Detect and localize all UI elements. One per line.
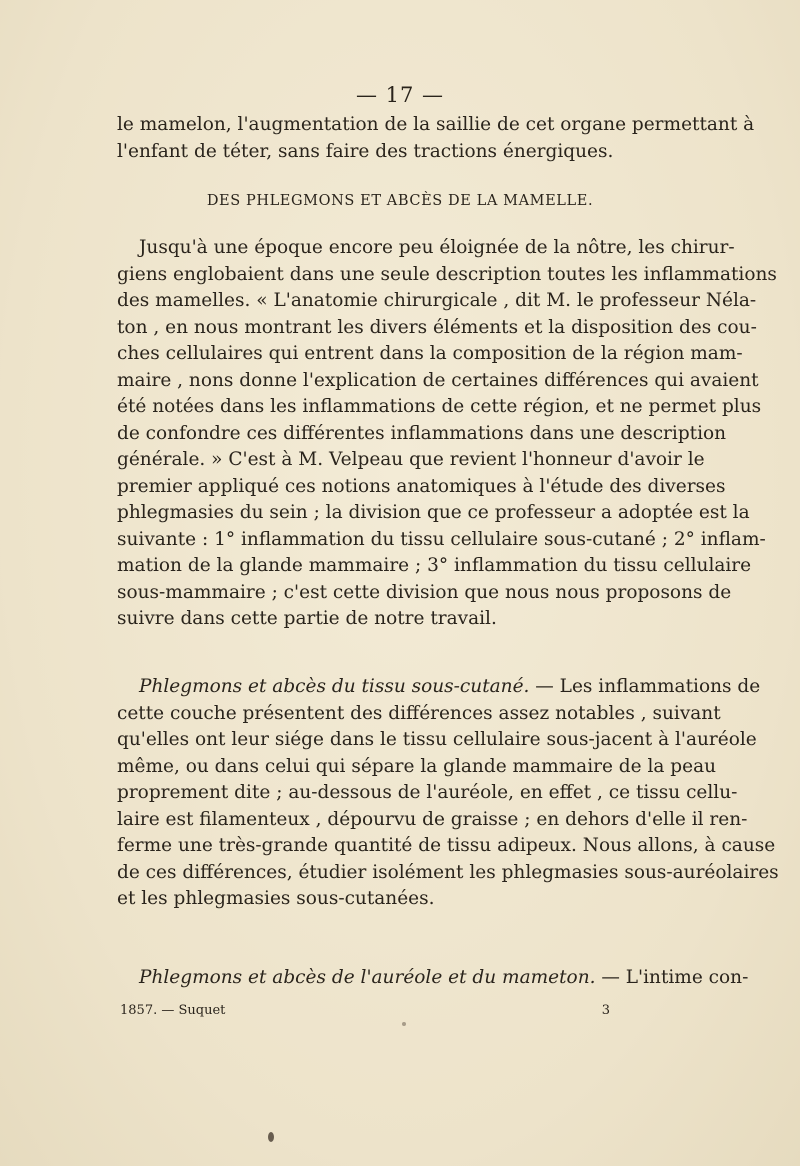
text-line: été notées dans les inflammations de cette région, et ne permet plus (117, 396, 762, 417)
page-number: — 17 — (355, 83, 445, 107)
text-line: et les phlegmasies sous-cutanées. (117, 888, 435, 909)
text-line (117, 965, 749, 992)
text-line: qu'elles ont leur siége dans le tissu cellulaire sous-jacent à l'auréole (117, 729, 757, 750)
paragraph-2-title: Phlegmons et abcès du tissu sous-cutané. (139, 676, 530, 697)
text-line: des mamelles. « L'anatomie chirurgicale , dit M. le professeur Néla- (117, 290, 757, 311)
text-line: suivre dans cette partie de notre travail. (117, 608, 497, 629)
text-line: phlegmasies du sein ; la division que ce professeur a adoptée est la (117, 502, 750, 523)
text-line: ton , en nous montrant les divers éléments et la disposition des cou- (117, 316, 757, 338)
text-line: mation de la glande mammaire ; 3° inflammation du tissu cellulaire (117, 555, 752, 576)
text-line: suivante : 1° inflammation du tissu cellulaire sous-cutané ; 2° inflam- (117, 528, 766, 550)
text-line: cette couche présentent des différences assez notables , suivant (117, 702, 721, 724)
text-line: laire est filamenteux , dépourvu de graisse ; en dehors d'elle il ren- (117, 808, 748, 830)
text-line: même, ou dans celui qui sépare la glande mammaire de la peau (117, 755, 717, 777)
text-line: premier appliqué ces notions anatomiques à l'étude des diverses (117, 475, 726, 497)
footer-signature: 1857. — Suquet (120, 1003, 226, 1018)
paragraph-3-title: Phlegmons et abcès de l'auréole et du mameton. (139, 967, 596, 988)
paragraph-3-first-line-rest: — L'intime con- (595, 967, 749, 988)
paragraph-2-first-line-rest: — Les inflammations de (529, 676, 761, 697)
text-line: proprement dite ; au-dessous de l'auréole, en effet , ce tissu cellu- (117, 782, 738, 803)
text-line: ches cellulaires qui entrent dans la composition de la région mam- (117, 343, 743, 364)
paragraph-3 (117, 965, 749, 992)
paragraph-2 (117, 674, 779, 913)
text-line: l'enfant de téter, sans faire des tractions énergiques. (117, 140, 614, 162)
text-line (117, 674, 761, 701)
text-line: de ces différences, étudier isolément les phlegmasies sous-auréolaires (117, 861, 779, 883)
ink-speck (268, 1132, 274, 1142)
paragraph-1 (117, 235, 777, 633)
intro-paragraph (117, 112, 755, 165)
text-line: le mamelon, l'augmentation de la saillie de cet organe permettant à (117, 114, 755, 135)
page-footer (120, 1003, 610, 1018)
text-line: sous-mammaire ; c'est cette division que nous nous proposons de (117, 581, 732, 603)
text-line: de confondre ces différentes inflammations dans une description (117, 422, 727, 444)
text-line: maire , nons donne l'explication de certaines différences qui avaient (117, 369, 759, 391)
signature-mark: 3 (601, 1003, 610, 1018)
text-line: giens englobaient dans une seule description toutes les inflammations (117, 263, 777, 285)
text-line: générale. » C'est à M. Velpeau que revient l'honneur d'avoir le (117, 449, 705, 470)
text-line: Jusqu'à une époque encore peu éloignée de la nôtre, les chirur- (139, 237, 735, 258)
text-line: ferme une très-grande quantité de tissu adipeux. Nous allons, à cause (117, 835, 776, 856)
ink-speck (402, 1022, 406, 1026)
section-heading: DES PHLEGMONS ET ABCÈS DE LA MAMELLE. (206, 193, 594, 209)
